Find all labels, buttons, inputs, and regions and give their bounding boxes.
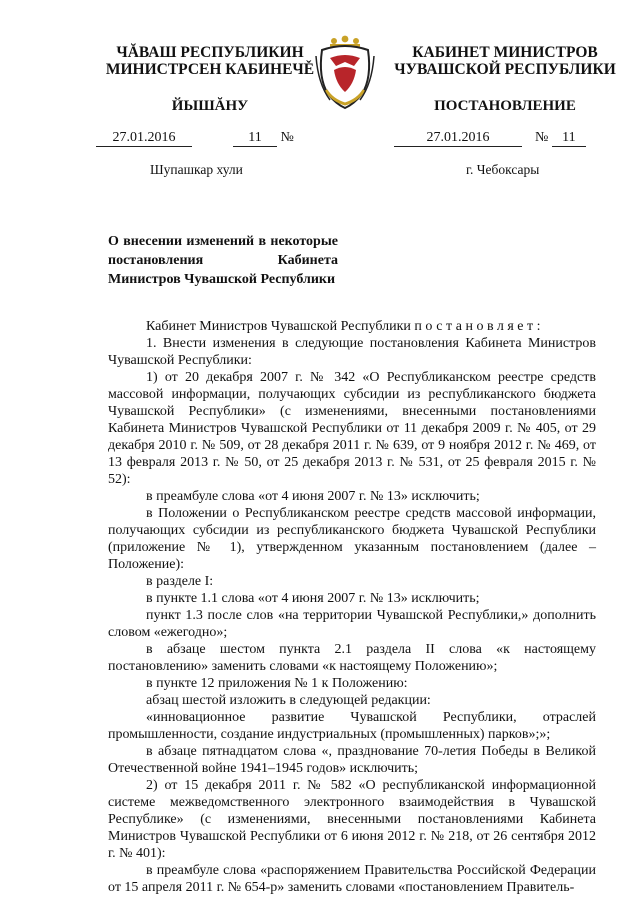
body-paragraph: в преамбуле слова «распоряжением Правительства Российской Федерации от 15 апреля 2011 г. № 654-р» заменить словами «постановлением Правитель- [108, 863, 596, 895]
ministry-name-russian [390, 44, 620, 78]
number-sign-chuvash: № [280, 130, 294, 145]
body-paragraph: 2) от 15 декабря 2011 г. № 582 «О республиканской информационной системе межведомственного электронного взаимодействия в Чувашской Республике» (с изменениями, внесенными постановлениями Кабинета Министров Чувашской Республики от 6 июня 2012 г. № 218, от 26 сентября 2012 г. № 401): [108, 778, 596, 861]
doc-number-chuvash: 11 [233, 130, 277, 147]
doc-type-chuvash: ЙЫШĂНУ [171, 98, 249, 114]
body-paragraph: 1) от 20 декабря 2007 г. № 342 «О Республиканском реестре средств массовой информации, получающих субсидии из республиканского бюджета Чувашской Республики» (с изменениями, внесенными постановлениями Кабинета Министров Чувашской Республики от 11 декабря 2009 г. № 405, от 29 декабря 2010 г. № 509, от 28 декабря 2011 г. № 639, от 9 ноября 2012 г. № 469, от 13 февраля 2013 г. № 50, от 25 декабря 2013 г. № 531, от 25 февраля 2015 г. № 52): [108, 370, 596, 487]
number-sign-russian: № [535, 130, 549, 145]
ministry-name-russian-line1: КАБИНЕТ МИНИСТРОВ [412, 44, 598, 61]
doc-date-russian: 27.01.2016 [394, 130, 522, 147]
body-paragraph: в абзаце шестом пункта 2.1 раздела II слова «к настоящему постановлению» заменить словами «к настоящему Положению»; [108, 642, 596, 674]
intro-verb: постановляет: [414, 319, 545, 334]
body-paragraph: пункт 1.3 после слов «на территории Чувашской Республики,» дополнить словом «ежегодно»; [108, 608, 596, 640]
intro-paragraph [108, 318, 596, 335]
body-paragraph: в преамбуле слова «от 4 июня 2007 г. № 13» исключить; [146, 489, 480, 504]
body-paragraph: в разделе I: [146, 574, 214, 589]
body-paragraph: в пункте 12 приложения № 1 к Положению: [146, 676, 408, 691]
body-paragraph: «инновационное развитие Чувашской Республики, отраслей промышленности, создание индустриальных (промышленных) парков»;»; [108, 710, 596, 742]
body-paragraph: в пункте 1.1 слова «от 4 июня 2007 г. № 13» исключить; [146, 591, 480, 606]
doc-type-russian: ПОСТАНОВЛЕНИЕ [434, 98, 576, 114]
body-paragraph: в Положении о Республиканском реестре средств массовой информации, получающих субсидии из республиканского бюджета Чувашской Республики (приложение № 1), утвержденном указанным постановлением (далее – Положение): [108, 506, 596, 572]
ministry-name-russian-line2: ЧУВАШСКОЙ РЕСПУБЛИКИ [394, 61, 616, 78]
doc-date-chuvash: 27.01.2016 [96, 130, 192, 147]
ministry-name-chuvash-line1: ЧĂВАШ РЕСПУБЛИКИН [116, 44, 304, 61]
intro-lead: Кабинет Министров Чувашской Республики [146, 319, 411, 334]
document-body [108, 318, 596, 896]
doc-number-russian: 11 [552, 130, 586, 147]
ministry-name-chuvash-line2: МИНИСТРСЕН КАБИНЕЧĚ [105, 61, 315, 78]
place-russian: г. Чебоксары [466, 162, 540, 177]
body-paragraph: 1. Внести изменения в следующие постановления Кабинета Министров Чувашской Республики: [108, 336, 596, 368]
ministry-name-chuvash [95, 44, 325, 78]
body-paragraph: в абзаце пятнадцатом слова «, празднование 70-летия Победы в Великой Отечественной войне 1941–1945 годов» исключить; [108, 744, 596, 776]
body-paragraph: абзац шестой изложить в следующей редакции: [146, 693, 431, 708]
place-chuvash: Шупашкар хули [150, 162, 243, 177]
document-title: О внесении изменений в некоторые постановления Кабинета Министров Чувашской Республики [108, 234, 338, 287]
date-number-line-chuvash [96, 130, 294, 147]
date-number-line-russian [394, 130, 586, 147]
